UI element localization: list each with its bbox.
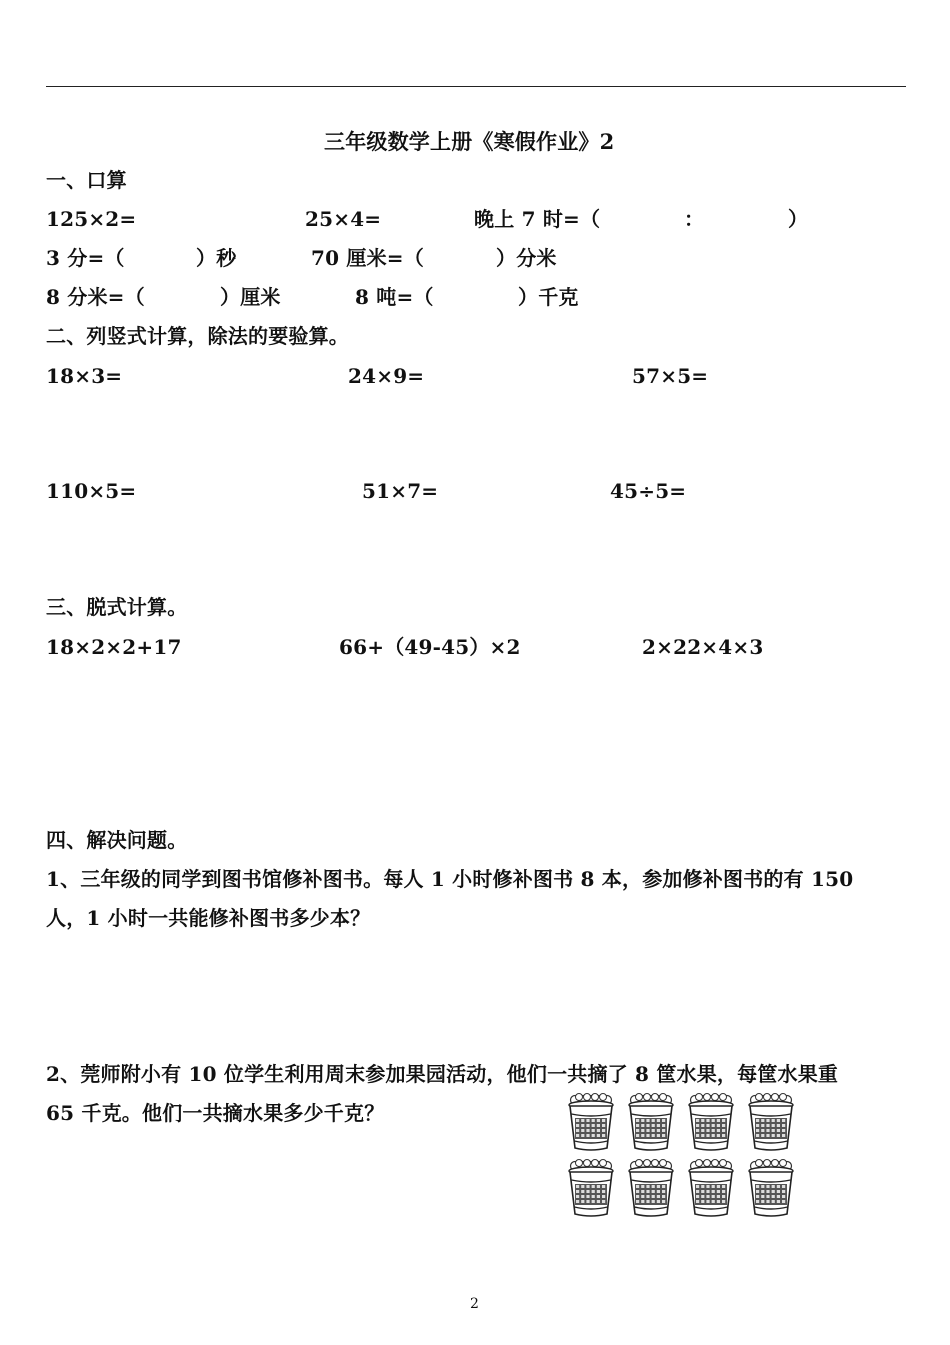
word-problem-2-line-1: 2、莞师附小有 10 位学生利用周末参加果园活动，他们一共摘了 8 筐水果，每筐水果重	[46, 1062, 839, 1086]
section-2-heading: 二、列竖式计算，除法的要验算。	[46, 324, 349, 348]
vertical-calc-item: 18×3=	[46, 364, 123, 388]
oral-calc-item: 25×4=	[305, 207, 382, 231]
section-4-heading: 四、解决问题。	[46, 828, 188, 852]
oral-calc-item: 8 吨=（	[355, 285, 434, 309]
vertical-calc-item: 110×5=	[46, 479, 137, 503]
oral-calc-item: ）千克	[518, 285, 579, 309]
word-problem-1-line-1: 1、三年级的同学到图书馆修补图书。每人 1 小时修补图书 8 本，参加修补图书的有 150	[46, 867, 854, 891]
page-title: 三年级数学上册《寒假作业》2	[324, 129, 615, 154]
oral-calc-blank-close: ）	[788, 207, 809, 231]
top-rule	[46, 86, 906, 87]
oral-calc-blank-separator: ：	[684, 207, 705, 231]
word-problem-1-line-2: 人，1 小时一共能修补图书多少本？	[46, 906, 371, 930]
section-1-heading: 一、口算	[46, 168, 127, 192]
word-problem-2-line-2: 65 千克。他们一共摘水果多少千克？	[46, 1101, 385, 1125]
vertical-calc-item: 51×7=	[362, 479, 439, 503]
oral-calc-item: 8 分米=（	[46, 285, 145, 309]
step-calc-item: 66+（49-45）×2	[339, 635, 521, 659]
fruit-baskets-illustration	[566, 1092, 816, 1222]
oral-calc-item: ）秒	[196, 246, 237, 270]
oral-calc-item: ）分米	[496, 246, 557, 270]
fruit-basket-icon	[686, 1092, 746, 1154]
fruit-basket-icon	[746, 1092, 806, 1154]
fruit-basket-icon	[746, 1158, 806, 1220]
oral-calc-item: 125×2=	[46, 207, 137, 231]
oral-calc-item: ）厘米	[220, 285, 281, 309]
vertical-calc-item: 24×9=	[348, 364, 425, 388]
fruit-basket-icon	[566, 1158, 626, 1220]
fruit-basket-icon	[626, 1092, 686, 1154]
page-number: 2	[470, 1296, 480, 1312]
fruit-basket-icon	[626, 1158, 686, 1220]
fruit-basket-icon	[566, 1092, 626, 1154]
oral-calc-item: 3 分=（	[46, 246, 125, 270]
oral-calc-item: 70 厘米=（	[311, 246, 424, 270]
step-calc-item: 2×22×4×3	[642, 635, 764, 659]
fruit-basket-icon	[686, 1158, 746, 1220]
oral-calc-item: 晚上 7 时=（	[474, 207, 601, 231]
section-3-heading: 三、脱式计算。	[46, 595, 188, 619]
vertical-calc-item: 45÷5=	[610, 479, 687, 503]
vertical-calc-item: 57×5=	[632, 364, 709, 388]
step-calc-item: 18×2×2+17	[46, 635, 182, 659]
